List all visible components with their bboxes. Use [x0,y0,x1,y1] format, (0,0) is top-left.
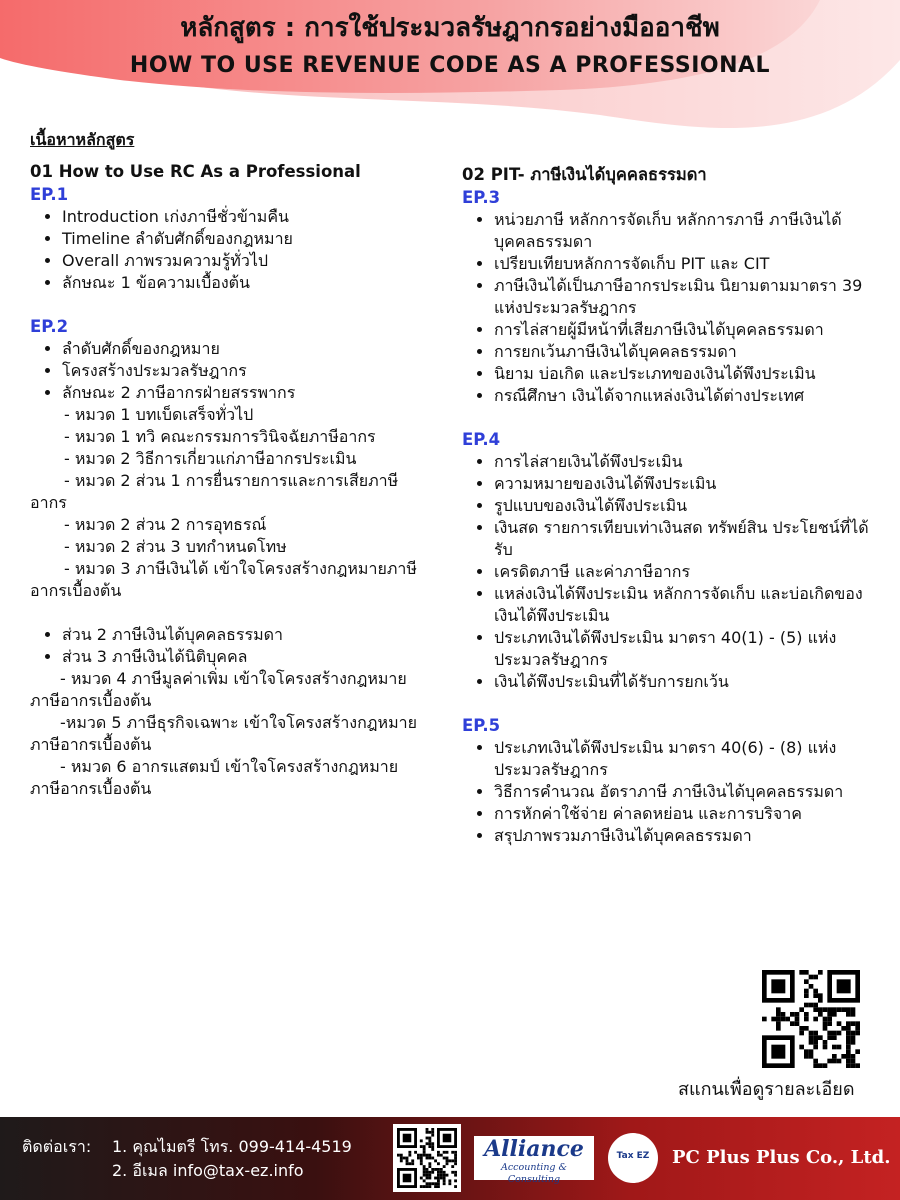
ep1-list [30,206,445,294]
list-item: • การหักค่าใช้จ่าย ค่าลดหย่อน และการบริจาค [494,803,882,825]
list-item: • เครดิตภาษี และค่าภาษีอากร [494,561,882,583]
list-item: • ประเภทเงินได้พึงประเมิน มาตรา 40(6) - (8) แห่งประมวลรัษฎากร [494,737,882,781]
header [0,8,900,84]
title-thai: หลักสูตร : การใช้ประมวลรัษฎากรอย่างมืออาชีพ [180,13,720,43]
list-item: • การยกเว้นภาษีเงินได้บุคคลธรรมดา [494,341,882,363]
sub-item-continued: อากร [30,493,67,512]
list-item: • นิยาม บ่อเกิด และประเภทของเงินได้พึงประเมิน [494,363,882,385]
contact-email[interactable]: 2. อีเมล info@tax-ez.info [112,1161,304,1180]
ep2-list [30,338,445,404]
list-item: • สรุปภาพรวมภาษีเงินได้บุคคลธรรมดา [494,825,882,847]
scan-for-details-text: สแกนเพื่อดูรายละเอียด [678,1079,855,1100]
list-item: • ส่วน 2 ภาษีเงินได้บุคคลธรรมดา [62,624,445,646]
list-item: • วิธีการคำนวณ อัตราภาษี ภาษีเงินได้บุคคลธรรมดา [494,781,882,803]
ep4-label: EP.4 [462,430,501,449]
ep3-list [462,209,882,407]
list-item: • ลักษณะ 1 ข้อความเบื้องต้น [62,272,445,294]
list-item: • ความหมายของเงินได้พึงประเมิน [494,473,882,495]
list-item: • ลำดับศักดิ์ของกฎหมาย [62,338,445,360]
list-item: • หน่วยภาษี หลักการจัดเก็บ หลักการภาษี ภาษีเงินได้บุคคลธรรมดา [494,209,882,253]
line-qr-icon [397,1128,457,1188]
contact-lines [112,1135,352,1183]
list-item: • เงินได้พึงประเมินที่ได้รับการยกเว้น [494,671,882,693]
ep2-list-2 [30,624,445,668]
list-item: • เปรียบเทียบหลักการจัดเก็บ PIT และ CIT [494,253,882,275]
course-content-label: เนื้อหาหลักสูตร [30,130,135,149]
line-qr-code[interactable] [393,1124,461,1192]
ep2-label: EP.2 [30,317,69,336]
sub-item: - หมวด 6 อากรแสตมป์ เข้าใจโครงสร้างกฎหมาย [60,757,399,776]
qr-code-icon[interactable] [762,970,860,1068]
sub-item-continued: ภาษีอากรเบื้องต้น [30,779,152,798]
sub-item: - หมวด 1 บทเบ็ดเสร็จทั่วไป [64,405,254,424]
sub-item: - หมวด 4 ภาษีมูลค่าเพิ่ม เข้าใจโครงสร้างกฎหมาย [60,669,407,688]
list-item: • การไล่สายเงินได้พึงประเมิน [494,451,882,473]
module-01-title: 01 How to Use RC As a Professional [30,162,361,181]
alliance-name: Alliance [484,1136,584,1162]
list-item: • กรณีศึกษา เงินได้จากแหล่งเงินได้ต่างประเทศ [494,385,882,407]
left-column [30,160,445,800]
sub-item-continued: ภาษีอากรเบื้องต้น [30,691,152,710]
list-item: • โครงสร้างประมวลรัษฎากร [62,360,445,382]
alliance-logo [474,1136,594,1185]
company-name: PC Plus Plus Co., Ltd. [672,1147,891,1168]
ep5-label: EP.5 [462,716,501,735]
list-item: • ส่วน 3 ภาษีเงินได้นิติบุคคล [62,646,445,668]
ep1-label: EP.1 [30,185,69,204]
module-02-title: 02 PIT- ภาษีเงินได้บุคคลธรรมดา [462,165,707,184]
list-item: • การไล่สายผู้มีหน้าที่เสียภาษีเงินได้บุคคลธรรมดา [494,319,882,341]
list-item: • รูปแบบของเงินได้พึงประเมิน [494,495,882,517]
alliance-subtitle: Accounting & Consulting [501,1162,567,1185]
right-column [462,163,882,847]
ep5-list [462,737,882,847]
list-item: • Introduction เก่งภาษีชั่วข้ามคืน [62,206,445,228]
sub-item: - หมวด 2 ส่วน 3 บทกำหนดโทษ [64,537,287,556]
sub-item-continued: อากรเบื้องต้น [30,581,122,600]
contact-phone[interactable]: 1. คุณไมตรี โทร. 099-414-4519 [112,1137,352,1156]
list-item: • ภาษีเงินได้เป็นภาษีอากรประเมิน นิยามตามมาตรา 39 แห่งประมวลรัษฎากร [494,275,882,319]
list-item: • แหล่งเงินได้พึงประเมิน หลักการจัดเก็บ และบ่อเกิดของเงินได้พึงประเมิน [494,583,882,627]
sub-item: -หมวด 5 ภาษีธุรกิจเฉพาะ เข้าใจโครงสร้างกฎหมาย [60,713,417,732]
list-item: • ประเภทเงินได้พึงประเมิน มาตรา 40(1) - (5) แห่งประมวลรัษฎากร [494,627,882,671]
sub-item: - หมวด 2 ส่วน 2 การอุทธรณ์ [64,515,267,534]
contact-label: ติดต่อเรา: [22,1137,92,1156]
ep4-list [462,451,882,693]
tax-ez-logo [608,1133,658,1183]
sub-item: - หมวด 2 วิธีการเกี่ยวแก่ภาษีอากรประเมิน [64,449,357,468]
tax-ez-logo-text: Tax EZ [616,1151,650,1161]
sub-item: - หมวด 3 ภาษีเงินได้ เข้าใจโครงสร้างกฎหมายภาษี [64,559,417,578]
sub-item: - หมวด 2 ส่วน 1 การยื่นรายการและการเสียภาษี [64,471,399,490]
list-item: • ลักษณะ 2 ภาษีอากรฝ่ายสรรพากร [62,382,445,404]
sub-item: - หมวด 1 ทวิ คณะกรรมการวินิจฉัยภาษีอากร [64,427,376,446]
title-english: HOW TO USE REVENUE CODE AS A PROFESSIONAL [129,53,771,78]
list-item: • Overall ภาพรวมความรู้ทั่วไป [62,250,445,272]
list-item: • เงินสด รายการเทียบเท่าเงินสด ทรัพย์สิน ประโยชน์ที่ได้รับ [494,517,882,561]
sub-item-continued: ภาษีอากรเบื้องต้น [30,735,152,754]
list-item: • Timeline ลำดับศักดิ์ของกฎหมาย [62,228,445,250]
ep3-label: EP.3 [462,188,501,207]
